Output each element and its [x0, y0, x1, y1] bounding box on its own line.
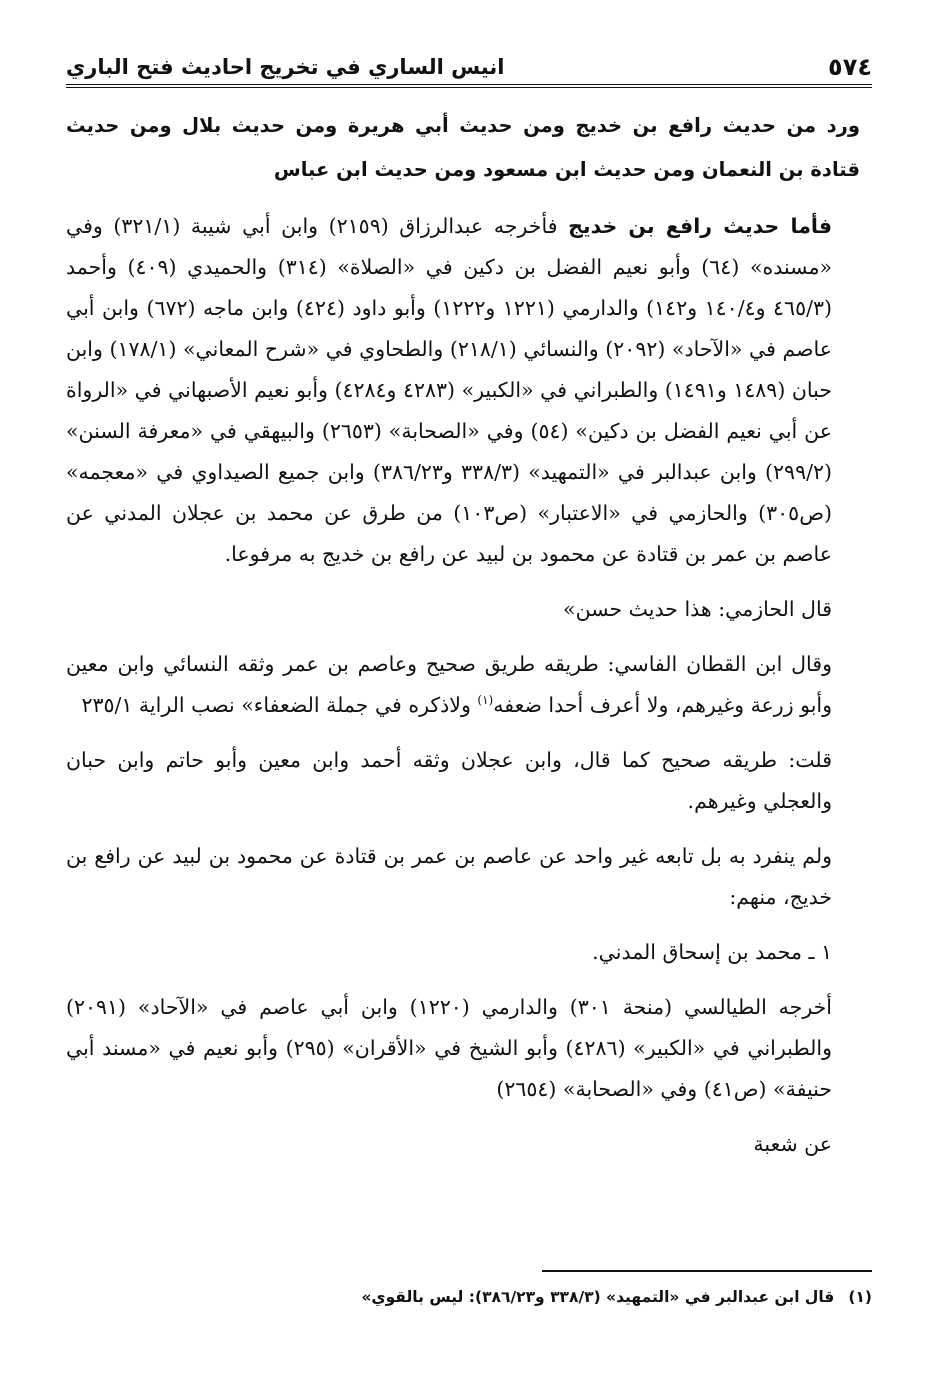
paragraph-3-text-b: ولاذكره في جملة الضعفاء» نصب الراية ٢٣٥/١ — [81, 693, 478, 717]
list-item-1: ١ ـ محمد بن إسحاق المدني. — [592, 940, 832, 964]
header-rule — [66, 84, 872, 88]
footnote-reference[interactable]: (١) — [477, 693, 494, 708]
footnote-rule — [542, 1270, 872, 1272]
paragraph-8: عن شعبة — [753, 1132, 832, 1156]
footnote — [66, 1282, 872, 1312]
running-title: انيس الساري في تخريج احاديث فتح الباري — [66, 55, 505, 79]
paragraph-5: ولم ينفرد به بل تابعه غير واحد عن عاصم بن عمر بن قتادة عن محمود بن لبيد عن رافع بن خديج، منهم: — [66, 844, 832, 909]
paragraph-1-lead: فأما حديث رافع بن خديج — [568, 214, 833, 238]
paragraph-3 — [66, 644, 860, 726]
body-text — [66, 104, 860, 1165]
section-heading: ورد من حديث رافع بن خديج ومن حديث أبي هريرة ومن حديث بلال ومن حديث قتادة بن النعمان ومن حديث ابن مسعود ومن حديث ابن عباس — [66, 114, 860, 181]
page-number: ٥٧٤ — [828, 53, 872, 81]
paragraph-1-text: فأخرجه عبدالرزاق (٢١٥٩) وابن أبي شيبة (٣٢١/١) وفي «مسنده» (٦٤) وأبو نعيم الفضل بن دكين في «الصلاة» (٣١٤) والحميدي (٤٠٩) وأحمد (٤٦٥/٣ و١٤٠/٤ و١٤٢) والدارمي (١٢٢١ و١٢٢٢) وأبو داود (٤٢٤) وابن ماجه (٦٧٢) وابن أبي عاصم في «الآحاد» (٢٠٩٢) والنسائي (٢١٨/١) والطحاوي في «شرح المعاني» (١٧٨/١) وابن حبان (١٤٨٩ و١٤٩١) والطبراني في «الكبير» (٤٢٨٣ و٤٢٨٤) وأبو نعيم الأصبهاني في «الرواة عن أبي نعيم الفضل بن دكين» (٥٤) وفي «الصحابة» (٢٦٥٣) والبيهقي في «معرفة السنن» (٢٩٩/٢) وابن عبدالبر في «التمهيد» (٣٣٨/٣ و٣٨٦/٢٣) وابن جميع الصيداوي في «معجمه» (ص٣٠٥) والحازمي في «الاعتبار» (ص١٠٣) من طرق عن محمد بن عجلان المدني عن عاصم بن عمر بن قتادة عن محمود بن لبيد عن رافع بن خديج به مرفوعا. — [66, 214, 833, 566]
page-header — [66, 44, 872, 82]
paragraph-1 — [66, 206, 860, 575]
paragraph-4: قلت: طريقه صحيح كما قال، وابن عجلان وثقه أحمد وابن معين وأبو حاتم وابن حبان والعجلي وغيرهم. — [66, 748, 832, 813]
footnote-text: قال ابن عبدالبر في «التمهيد» (٣٣٨/٣ و٣٨٦/٢٣): ليس بالقوي» — [361, 1288, 835, 1306]
paragraph-3-text-a: وقال ابن القطان الفاسي: طريقه طريق صحيح وعاصم بن عمر وثقه النسائي وابن معين وأبو زرعة وغيرهم، ولا أعرف أحدا ضعفه — [66, 652, 832, 717]
footnote-marker: (١) — [848, 1288, 872, 1306]
paragraph-7: أخرجه الطيالسي (منحة ٣٠١) والدارمي (١٢٢٠) وابن أبي عاصم في «الآحاد» (٢٠٩١) والطبراني في «الكبير» (٤٢٨٦) وأبو الشيخ في «الأقران» (٢٩٥) وأبو نعيم في «مسند أبي حنيفة» (ص٤١) وفي «الصحابة» (٢٦٥٤) — [66, 995, 833, 1101]
paragraph-2: قال الحازمي: هذا حديث حسن» — [563, 597, 832, 621]
